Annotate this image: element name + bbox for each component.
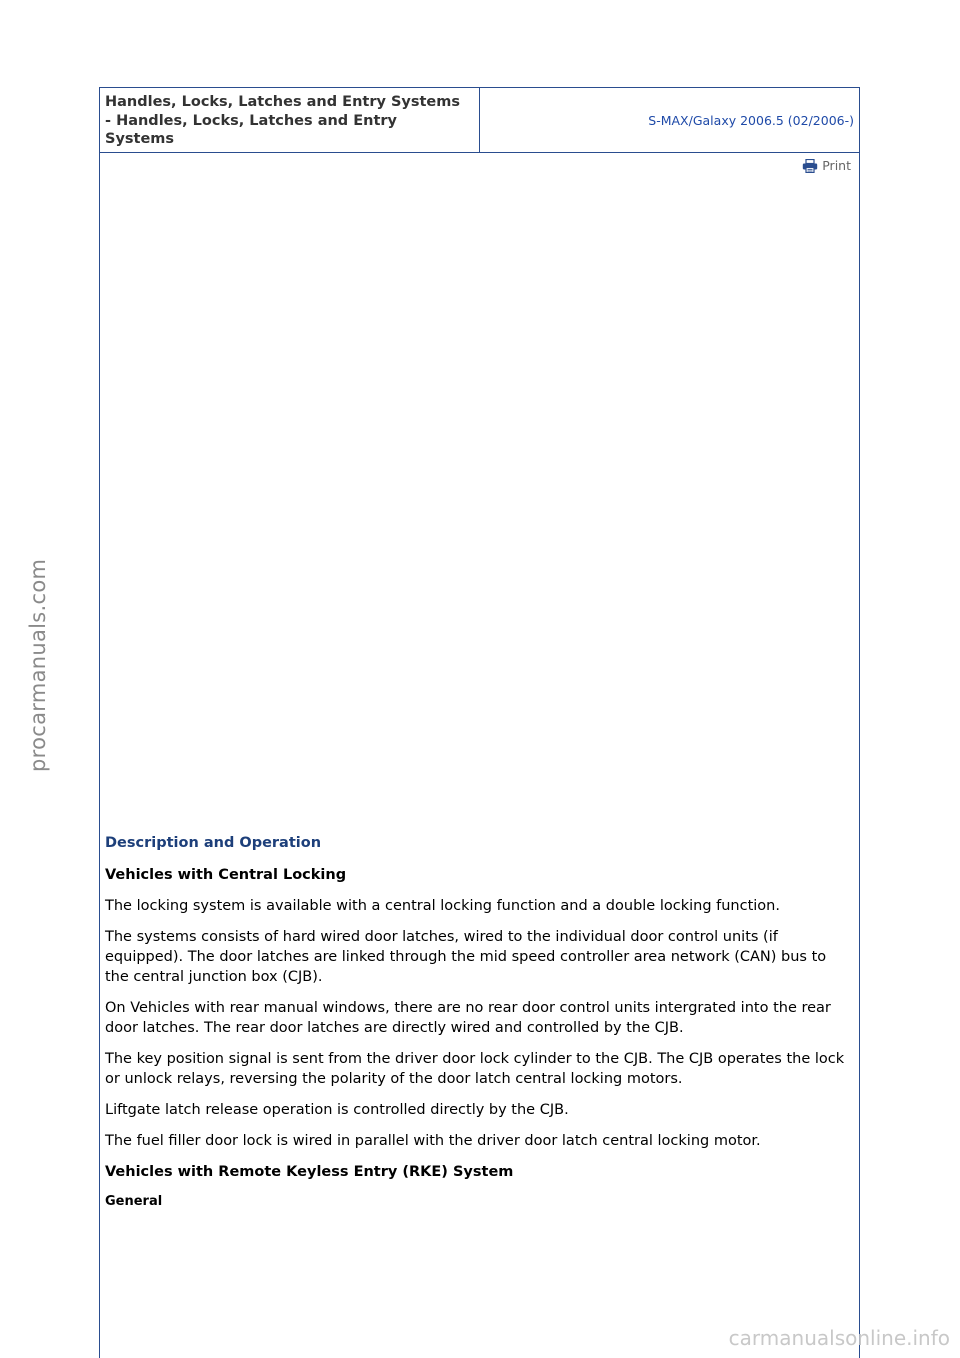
document-header xyxy=(100,88,859,153)
paragraph: The locking system is available with a central locking function and a double locking function. xyxy=(105,898,780,914)
print-label[interactable]: Print xyxy=(822,158,851,173)
paragraph: The key position signal is sent from the driver door lock cylinder to the CJB. The CJB operates the lock or unlock relays, reversing the polarity of the door latch central locking motors. xyxy=(105,1051,845,1087)
paragraph: On Vehicles with rear manual windows, there are no rear door control units intergrated into the rear door latches. The rear door latches are directly wired and controlled by the CJB. xyxy=(105,1000,831,1036)
minor-heading-general: General xyxy=(105,1194,163,1209)
paragraph: The systems consists of hard wired door latches, wired to the individual door control units (if equipped). The door latches are linked through the mid speed controller area network (CAN) bus to the central junction box (CJB). xyxy=(105,929,827,985)
subsection-title-rke: Vehicles with Remote Keyless Entry (RKE) System xyxy=(105,1164,514,1180)
vehicle-model-label: S-MAX/Galaxy 2006.5 (02/2006-) xyxy=(648,112,854,128)
printer-icon[interactable] xyxy=(802,159,818,173)
page-title: Handles, Locks, Latches and Entry Systems - Handles, Locks, Latches and Entry Systems xyxy=(100,88,480,152)
subsection-title-central-locking: Vehicles with Central Locking xyxy=(105,867,347,883)
paragraph: Liftgate latch release operation is controlled directly by the CJB. xyxy=(105,1102,569,1118)
bottom-watermark: carmanualsonline.info xyxy=(728,1326,950,1350)
document-frame xyxy=(99,87,860,1358)
document-body xyxy=(105,833,853,1211)
paragraph: The fuel filler door lock is wired in parallel with the driver door latch central locking motor. xyxy=(105,1133,761,1149)
side-watermark-text: procarmanuals.com xyxy=(26,558,50,772)
section-title: Description and Operation xyxy=(105,835,322,851)
side-watermark xyxy=(20,0,50,1358)
print-button[interactable] xyxy=(802,158,851,173)
